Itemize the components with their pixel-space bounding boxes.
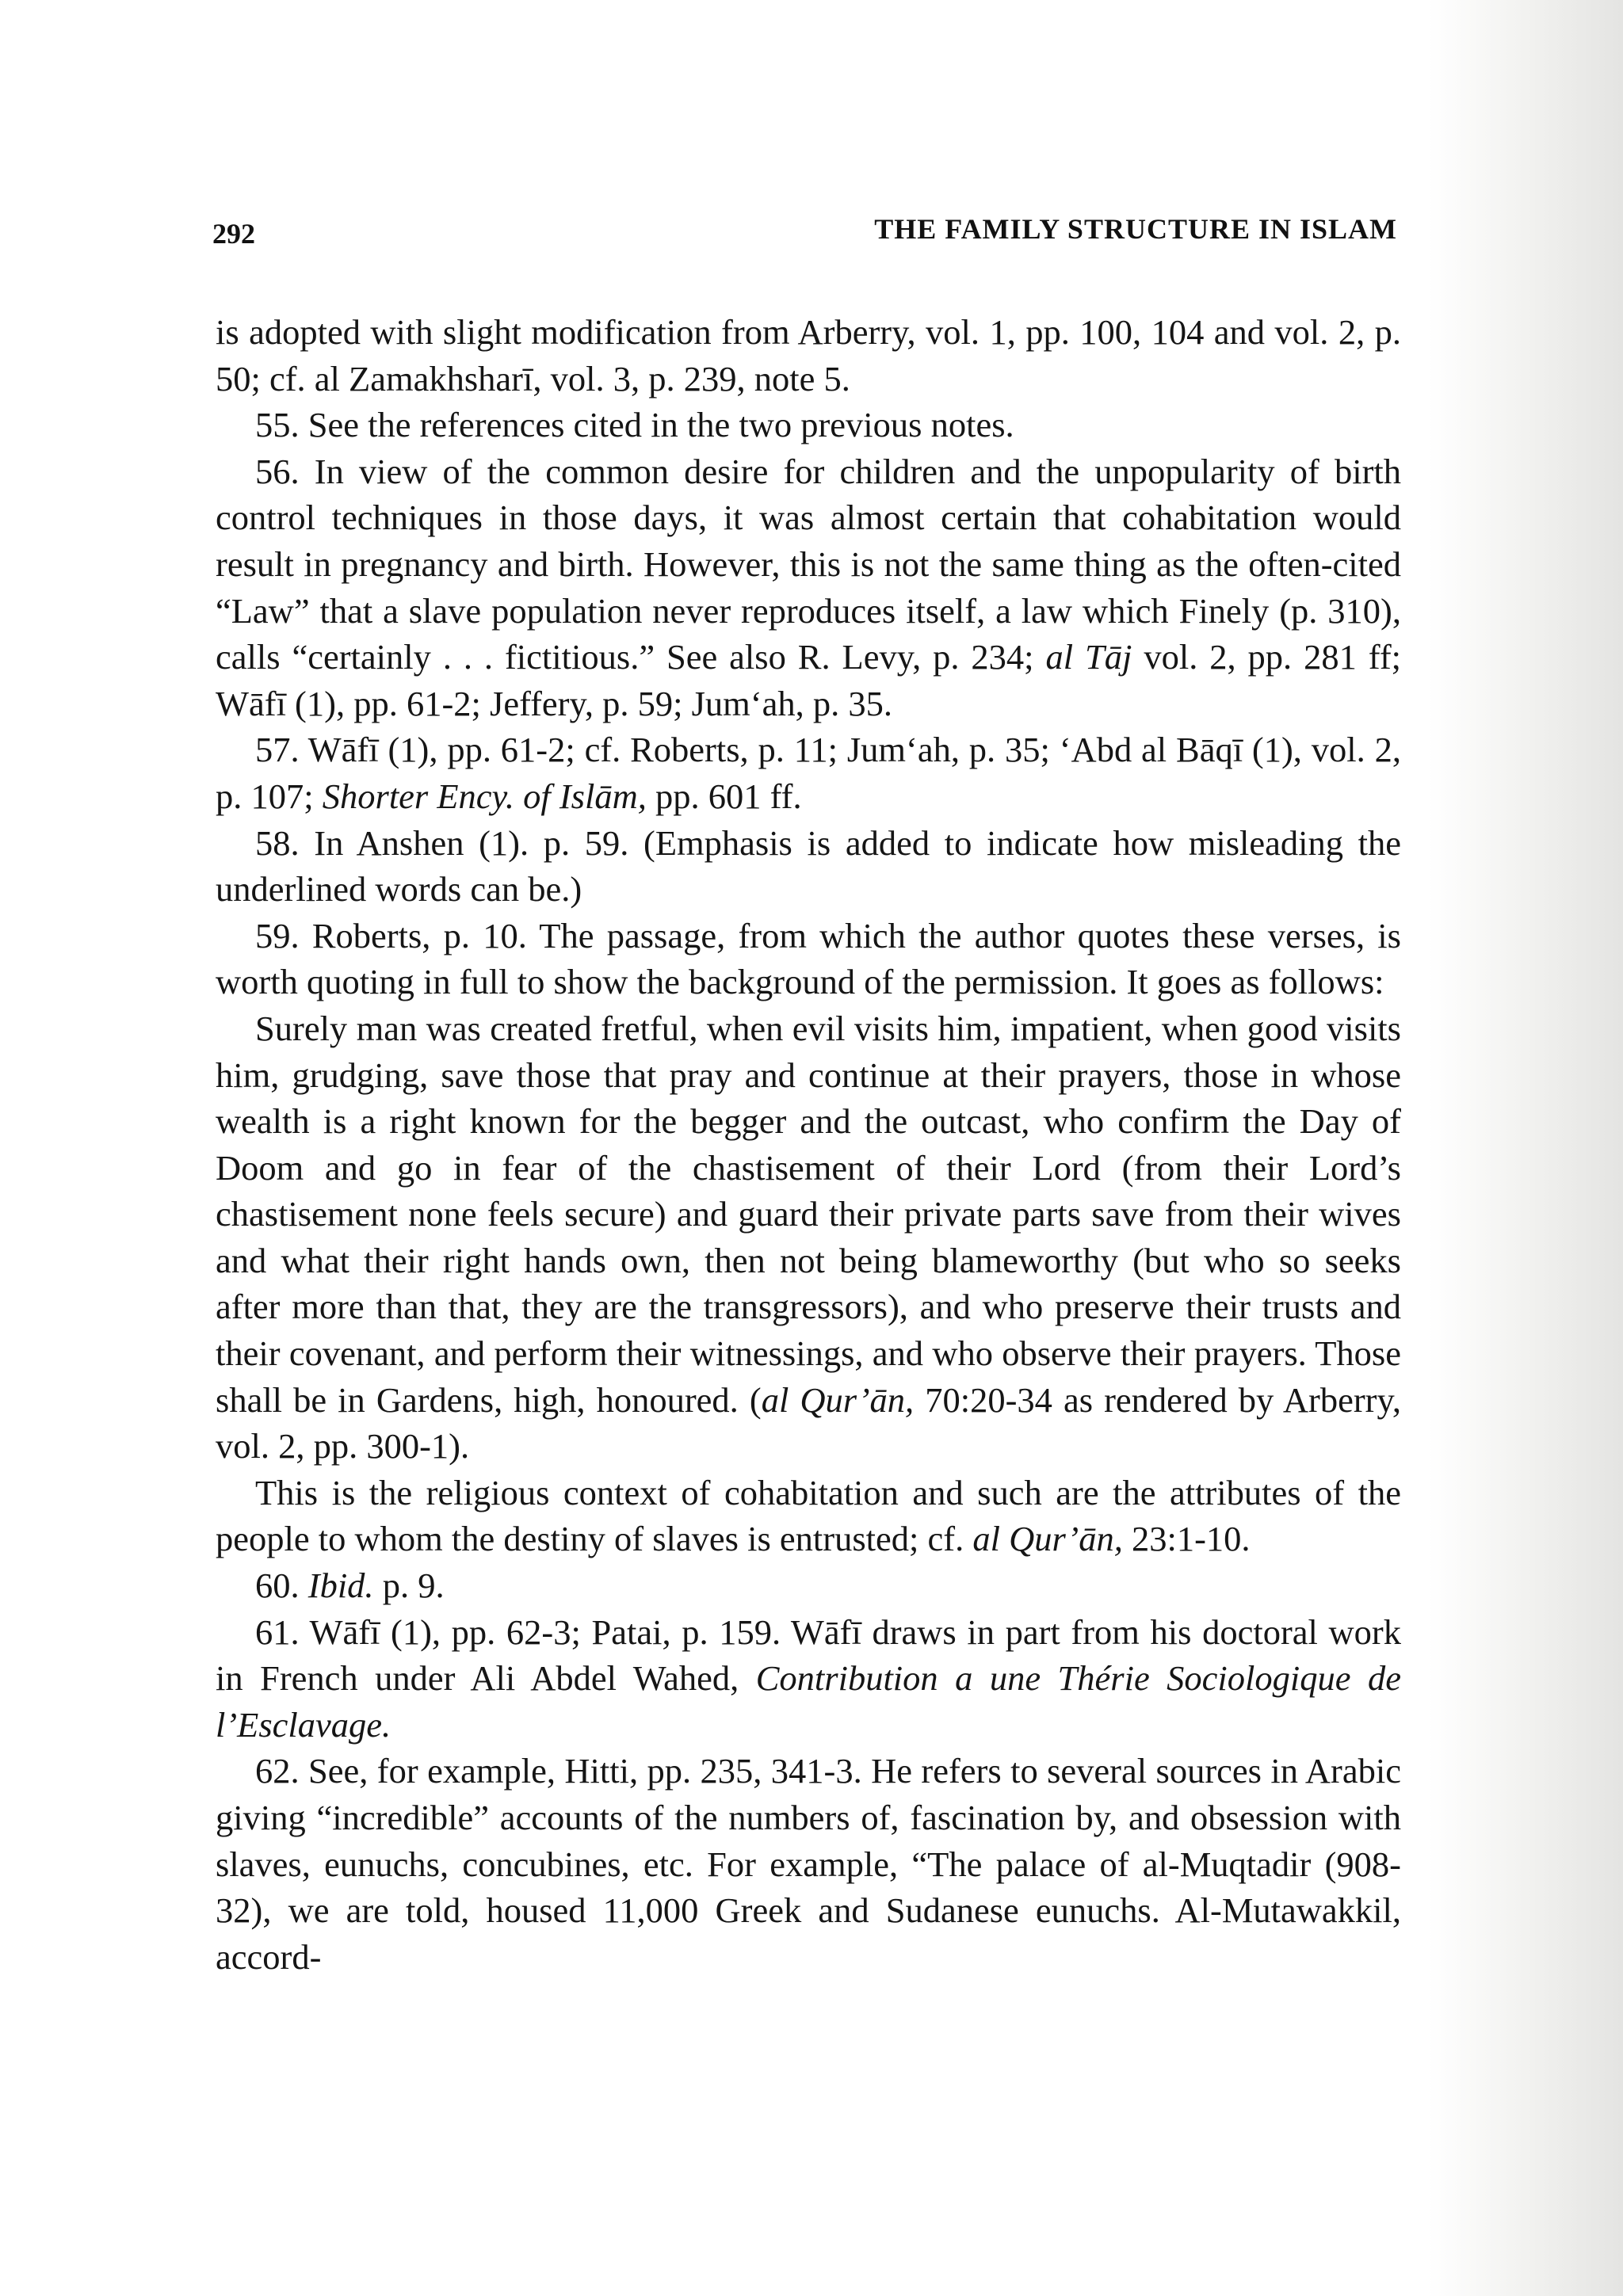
- note-paragraph: [216, 448, 1401, 727]
- text-run: vol. 2, pp. 281 ff; Wāfī (1), pp. 61-2; Jeffery, p. 59; Jum‘ah, p. 35.: [216, 637, 1401, 723]
- text-run: 23:1-10.: [1122, 1519, 1251, 1559]
- text-run: 55. See the references cited in the two previous notes.: [255, 405, 1014, 445]
- text-run: Surely man was created fretful, when evil visits him, impatient, when good visits him, grudging, save those that pray and continue at their prayers, those in whose wealth is a right known for the begger and the outcast, who confirm the Day of Doom and go in fear of the chastisement of their Lord (from their Lord’s chastisement none feels secure) and guard their private parts save from their wives and what their right hands own, then not being blameworthy (but who so seeks after more than that, they are the transgressors), and who preserve their trusts and their covenant, and perform their witnessings, and who observe their prayers. Those shall be in Gardens, high, honoured. (: [216, 1008, 1401, 1420]
- text-run: 62. See, for example, Hitti, pp. 235, 341-3. He refers to several sources in Arabic giving “incredible” accounts of the numbers of, fascination by, and obsession with slaves, eunuchs, concubines, etc. For example, “The palace of al-Muqtadir (908-32), we are told, housed 11,000 Greek and Sudanese eunuchs. Al-Mutawakkil, accord-: [216, 1751, 1401, 1977]
- italic-text: Contribution a une Thérie Sociologique de l’Esclavage.: [216, 1658, 1401, 1745]
- italic-text: al Qur’ān,: [972, 1519, 1123, 1559]
- text-run: 60.: [255, 1566, 308, 1606]
- note-paragraph: [216, 1562, 1401, 1609]
- text-run: p. 9.: [373, 1566, 445, 1606]
- text-run: 56. In view of the common desire for children and the unpopularity of birth control techniques in those days, it was almost certain that cohabitation would result in pregnancy and birth. However, this is not the same thing as the often-cited “Law” that a slave population never reproduces itself, a law which Finely (p. 310), calls “certainly . . . fictitious.” See also R. Levy, p. 234;: [216, 451, 1401, 677]
- italic-text: al Tāj: [1045, 637, 1132, 677]
- text-run: 58. In Anshen (1). p. 59. (Emphasis is added to indicate how misleading the underlined words can be.): [216, 822, 1401, 910]
- footnotes-body: [216, 309, 1401, 1980]
- note-paragraph: [216, 1609, 1401, 1749]
- note-paragraph: [216, 309, 1401, 402]
- italic-text: Shorter Ency. of Islām,: [322, 776, 647, 816]
- text-run: pp. 601 ff.: [646, 776, 802, 816]
- page-number: 292: [212, 218, 255, 250]
- note-paragraph: [216, 1005, 1401, 1470]
- text-run: This is the religious context of cohabitation and such are the attributes of the people to whom the destiny of slaves is entrusted; cf.: [216, 1472, 1401, 1559]
- note-paragraph: [216, 727, 1401, 819]
- note-paragraph: [216, 913, 1401, 1005]
- text-run: 70:20-34 as rendered by Arberry, vol. 2, pp. 300-1).: [216, 1379, 1401, 1466]
- running-title: THE FAMILY STRUCTURE IN ISLAM: [874, 213, 1397, 245]
- note-paragraph: [216, 1470, 1401, 1562]
- italic-text: al Qur’ān,: [761, 1379, 915, 1420]
- text-run: 59. Roberts, p. 10. The passage, from which the author quotes these verses, is worth quoting in full to show the background of the permission. It goes as follows:: [216, 915, 1401, 1002]
- text-run: is adopted with slight modification from Arberry, vol. 1, pp. 100, 104 and vol. 2, p. 50; cf. al Zamakhsharī, vol. 3, p. 239, note 5.: [216, 312, 1401, 399]
- note-paragraph: [216, 402, 1401, 448]
- italic-text: Ibid.: [307, 1566, 374, 1606]
- text-run: 57. Wāfī (1), pp. 61-2; cf. Roberts, p. 11; Jum‘ah, p. 35; ‘Abd al Bāqī (1), vol. 2, p. 107;: [216, 730, 1401, 816]
- note-paragraph: [216, 820, 1401, 913]
- text-run: 61. Wāfī (1), pp. 62-3; Patai, p. 159. Wāfī draws in part from his doctoral work in French under Ali Abdel Wahed,: [216, 1611, 1401, 1699]
- note-paragraph: [216, 1748, 1401, 1980]
